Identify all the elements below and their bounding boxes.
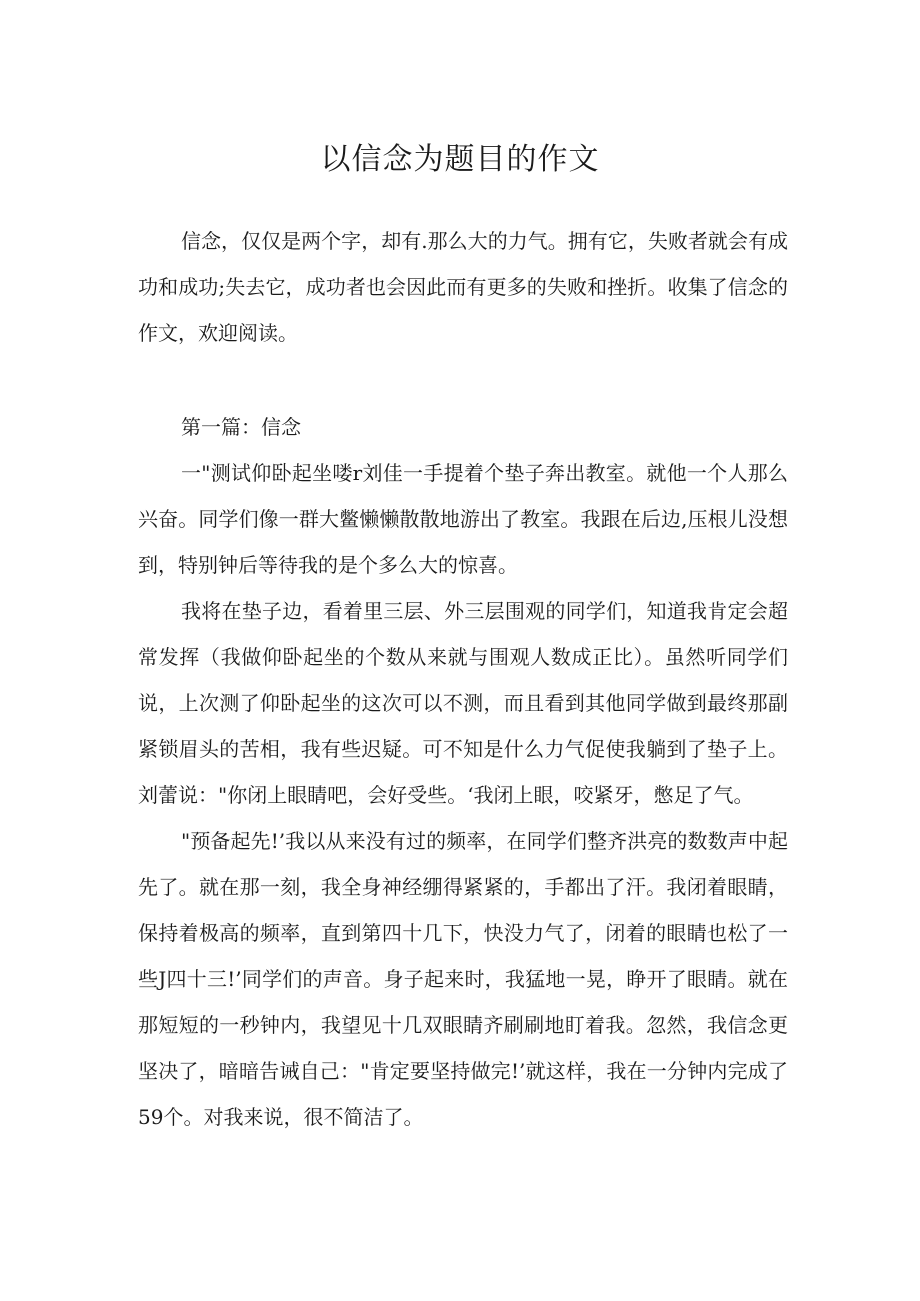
body-paragraph-2: 我将在垫子边，看着里三层、外三层围观的同学们，知道我肯定会超常发挥（我做仰卧起坐的个数从来就与围观人数成正比）。虽然听同学们说，上次测了仰卧起坐的这次可以不测，而且看到其他同学做到最终那副紧锁眉头的苦相，我有些迟疑。可不知是什么力气促使我躺到了垫子上。刘蕾说："你闭上眼睛吧，会好受些。‘我闭上眼，咬紧牙，憋足了气。 [138,599,788,807]
body-paragraph-1: 一"测试仰卧起坐喽r刘佳一手提着个垫子奔出教室。就他一个人那么兴奋。同学们像一群大鳖懒懒散散地游出了教室。我跟在后边,压根儿没想到，特别钟后等待我的是个多么大的惊喜。 [138,461,788,577]
body-paragraph-3: "预备起先!’我以从来没有过的频率，在同学们整齐洪亮的数数声中起先了。就在那一刻，我全身神经绷得紧紧的，手都出了汗。我闭着眼睛，保持着极高的频率，直到第四十几下，快没力气了，闭着的眼睛也松了一些J四十三!’同学们的声音。身子起来时，我猛地一晃，睁开了眼睛。就在那短短的一秒钟内，我望见十几双眼睛齐刷刷地盯着我。忽然，我信念更坚决了，暗暗告诫自己："肯定要坚持做完!’就这样，我在一分钟内完成了59个。对我来说，很不简洁了。 [138,829,788,1129]
section-heading: 第一篇：信念 [181,415,301,439]
document-body [138,218,788,1140]
document-title: 以信念为题目的作文 [320,142,600,177]
intro-paragraph: 信念，仅仅是两个字，却有.那么大的力气。拥有它，失败者就会有成功和成功;失去它，成功者也会因此而有更多的失败和挫折。收集了信念的作文，欢迎阅读。 [138,229,788,345]
